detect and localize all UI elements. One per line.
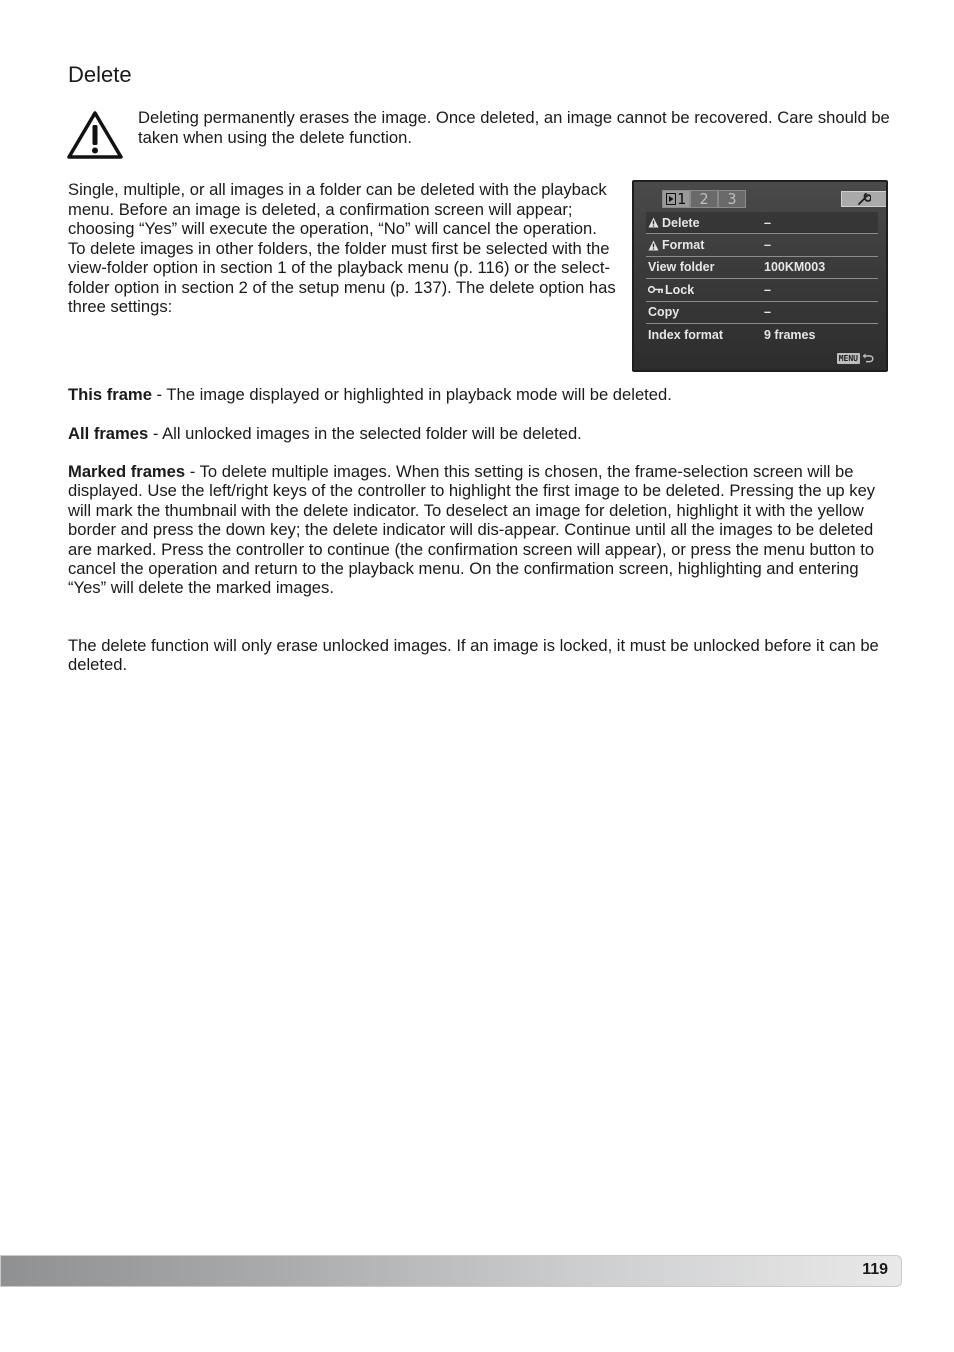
playback-icon — [666, 193, 676, 205]
menu-row-value: – — [764, 305, 771, 320]
wrench-icon — [857, 193, 871, 205]
key-icon — [648, 285, 664, 294]
tab-1-label: 1 — [676, 190, 687, 208]
tab-2: 2 — [690, 190, 718, 208]
setting-term: All frames — [68, 424, 149, 443]
warning-icon — [648, 240, 659, 251]
page-number: 119 — [862, 1261, 888, 1278]
menu-row-label: Copy — [648, 305, 680, 320]
menu-footer — [837, 352, 874, 364]
menu-row-delete — [646, 212, 878, 234]
warning-text: Deleting permanently erases the image. Once deleted, an image cannot be recovered. Care should be taken when using the delete function. — [138, 108, 890, 147]
setting-marked-frames — [68, 462, 888, 598]
menu-list — [646, 212, 878, 346]
menu-row-value: 100KM003 — [764, 260, 826, 275]
setting-description: - To delete multiple images. When this setting is chosen, the frame-selection screen will be displayed. Use the left/right keys of the controller to highlight the first image to be deleted. Pressing the up key will mark the thumbnail with the delete indicator. To deselect an image for deletion, highlight it with the yellow border and press the down key; the delete indicator will dis-appear. Continue until all the images to be deleted are marked. Press the controller to continue (the confirmation screen will appear), or press the menu button to cancel the operation and return to the playback menu. On the confirmation screen, highlighting and entering “Yes” will delete the marked images. — [68, 462, 876, 598]
menu-row-view-folder — [646, 257, 878, 279]
setting-all-frames — [68, 424, 888, 443]
setting-description: - All unlocked images in the selected folder will be deleted. — [148, 424, 582, 443]
page-footer-bar — [0, 1255, 902, 1287]
setting-description: - The image displayed or highlighted in playback mode will be deleted. — [151, 385, 672, 404]
setting-term: Marked frames — [68, 462, 186, 481]
menu-row-label: View folder — [648, 260, 715, 275]
menu-row-value: – — [764, 215, 771, 230]
menu-row-format — [646, 234, 878, 256]
menu-row-label: Index format — [648, 328, 724, 343]
menu-row-value: – — [764, 238, 771, 253]
page-title: Delete — [68, 62, 132, 87]
menu-row-label: Lock — [665, 282, 695, 297]
warning-icon — [648, 217, 659, 228]
return-arrow-icon — [862, 353, 874, 364]
menu-row-label: Format — [662, 238, 705, 253]
menu-row-value: – — [764, 282, 771, 297]
tab-1 — [662, 190, 690, 208]
menu-button-glyph: MENU — [838, 353, 858, 363]
menu-row-copy — [646, 302, 878, 324]
setting-term: This frame — [68, 385, 152, 404]
camera-menu-screen — [632, 180, 888, 372]
menu-row-index-format — [646, 324, 878, 346]
intro-paragraph: Single, multiple, or all images in a folder can be deleted with the playback menu. Before an image is deleted, a confirmation screen will appear; choosing “Yes” will execute the operation, “No” will cancel the operation. To delete images in other folders, the folder must first be selected with the view-folder option in section 1 of the playback menu (p. 116) or the select-folder option in section 2 of the setup menu (p. 137). The delete option has three settings: — [68, 180, 616, 316]
menu-tabs — [662, 190, 888, 208]
warning-icon — [66, 110, 124, 160]
tab-3: 3 — [718, 190, 746, 208]
menu-row-lock — [646, 279, 878, 301]
menu-row-label: Delete — [662, 215, 700, 230]
unlocked-note: The delete function will only erase unlocked images. If an image is locked, it must be unlocked before it can be deleted. — [68, 636, 879, 675]
setting-this-frame — [68, 385, 888, 404]
menu-row-value: 9 frames — [764, 328, 816, 343]
setup-tab — [841, 191, 887, 207]
